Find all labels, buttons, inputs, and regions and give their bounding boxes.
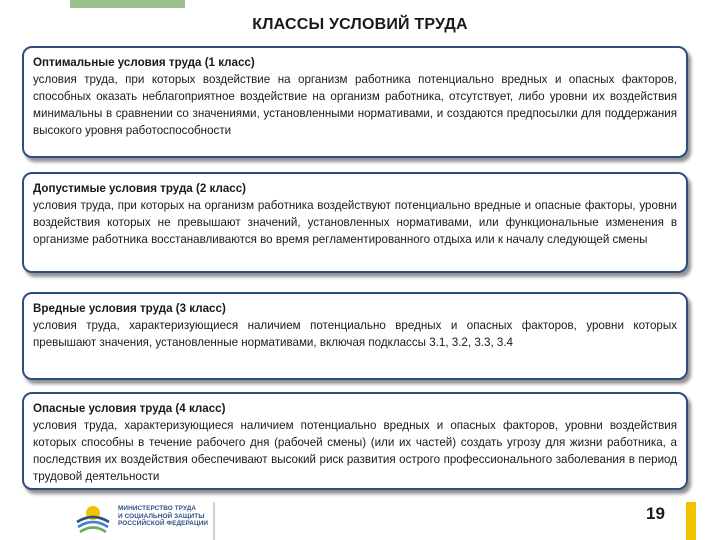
- page-title: КЛАССЫ УСЛОВИЙ ТРУДА: [252, 16, 468, 33]
- ministry-logo-icon: [74, 500, 112, 536]
- class-card-dangerous: [22, 392, 688, 490]
- ministry-name-line: РОССИЙСКОЙ ФЕДЕРАЦИИ: [118, 520, 209, 528]
- top-accent-bar: [70, 0, 185, 8]
- class-card-harmful: [22, 292, 688, 380]
- ministry-name-line: И СОЦИАЛЬНОЙ ЗАЩИТЫ: [118, 512, 205, 520]
- footer-divider: [213, 502, 215, 540]
- class-card-text: условия труда, при которых воздействие на организм работника потенциально вредных и опасных факторов, способных оказать неблагоприятное воздействие на организм работника, отсутствует, либо уровни их воздействия минимальны в сравнении со значениями, установленными нормативами, и создаются предпосылки для поддержания высокого уровня работоспособности: [33, 73, 677, 137]
- class-card-text: условия труда, при которых на организм работника воздействуют потенциально вредные и опасные факторы, уровни воздействия которых не превышают значений, установленных нормативами, или функциональные изменения в организме работника восстанавливаются во время регламентированного отдыха или к началу следующей смены: [33, 199, 677, 246]
- class-card-title: Допустимые условия труда (2 класс): [33, 182, 247, 195]
- class-card-text: условия труда, характеризующиеся наличием потенциально вредных и опасных факторов, уровни воздействия которых способны в течение рабочего дня (рабочей смены) (или их частей) создать угрозу для жизни работника, а последствия их воздействия обеспечивают высокий риск развития острого профессионального заболевания в период трудовой деятельности: [33, 419, 677, 483]
- page-number: 19: [646, 504, 665, 523]
- ministry-name: [118, 505, 218, 528]
- page-number-accent-bar: [686, 502, 696, 540]
- class-card-title: Оптимальные условия труда (1 класс): [33, 56, 255, 69]
- class-card-text: условия труда, характеризующиеся наличием потенциально вредных и опасных факторов, уровни которых превышают значения, установленные нормативами, включая подклассы 3.1, 3.2, 3.3, 3.4: [33, 319, 677, 349]
- ministry-name-line: МИНИСТЕРСТВО ТРУДА: [118, 505, 197, 512]
- class-card-acceptable: [22, 172, 688, 273]
- class-card-optimal: [22, 46, 688, 158]
- class-card-title: Вредные условия труда (3 класс): [33, 302, 226, 315]
- class-card-title: Опасные условия труда (4 класс): [33, 402, 226, 415]
